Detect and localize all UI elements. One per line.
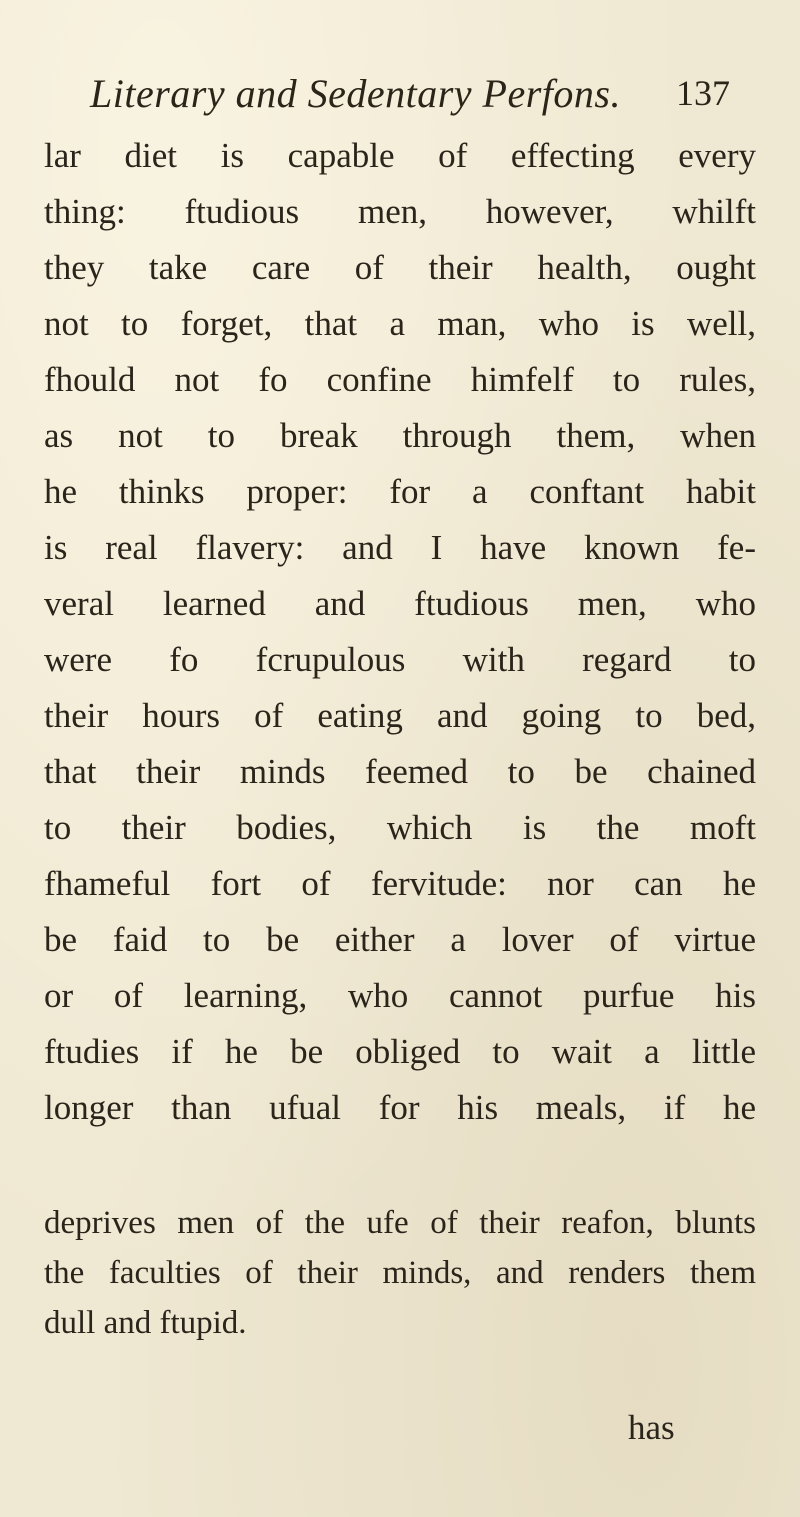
text-line: thing: ftudious men, however, whilft (44, 192, 756, 231)
text-line: they take care of their health, ought (44, 248, 756, 287)
text-line: not to forget, that a man, who is well, (44, 304, 756, 343)
text-line: or of learning, who cannot purfue his (44, 976, 756, 1015)
text-line: he thinks proper: for a conftant habit (44, 472, 756, 511)
paragraph-gap (44, 1136, 756, 1198)
page-header (90, 70, 730, 120)
text-line: fhould not fo confine himfelf to rules, (44, 360, 756, 399)
text-line: to their bodies, which is the moft (44, 808, 756, 847)
text-line: longer than ufual for his meals, if he (44, 1088, 756, 1127)
page-number: 137 (676, 73, 730, 113)
text-line: ftudies if he be obliged to wait a little (44, 1032, 756, 1071)
catchword: has (628, 1408, 675, 1447)
text-line: dull and ftupid. (44, 1305, 247, 1341)
text-line: the faculties of their minds, and renders them (44, 1255, 756, 1291)
text-line: their hours of eating and going to bed, (44, 696, 756, 735)
text-line: be faid to be either a lover of virtue (44, 920, 756, 959)
text-line: deprives men of the ufe of their reafon, blunts (44, 1205, 756, 1241)
text-line: as not to break through them, when (44, 416, 756, 455)
text-line: fhameful fort of fervitude: nor can he (44, 864, 756, 903)
paragraph (44, 1198, 756, 1348)
running-head: Literary and Sedentary Perfons. (90, 71, 621, 116)
text-line: lar diet is capable of effecting every (44, 136, 756, 175)
text-line: were fo fcrupulous with regard to (44, 640, 756, 679)
text-line: veral learned and ftudious men, who (44, 584, 756, 623)
text-line: that their minds feemed to be chained (44, 752, 756, 791)
paragraph (44, 128, 756, 1136)
body-text (44, 128, 756, 1348)
text-line: is real flavery: and I have known fe- (44, 528, 756, 567)
